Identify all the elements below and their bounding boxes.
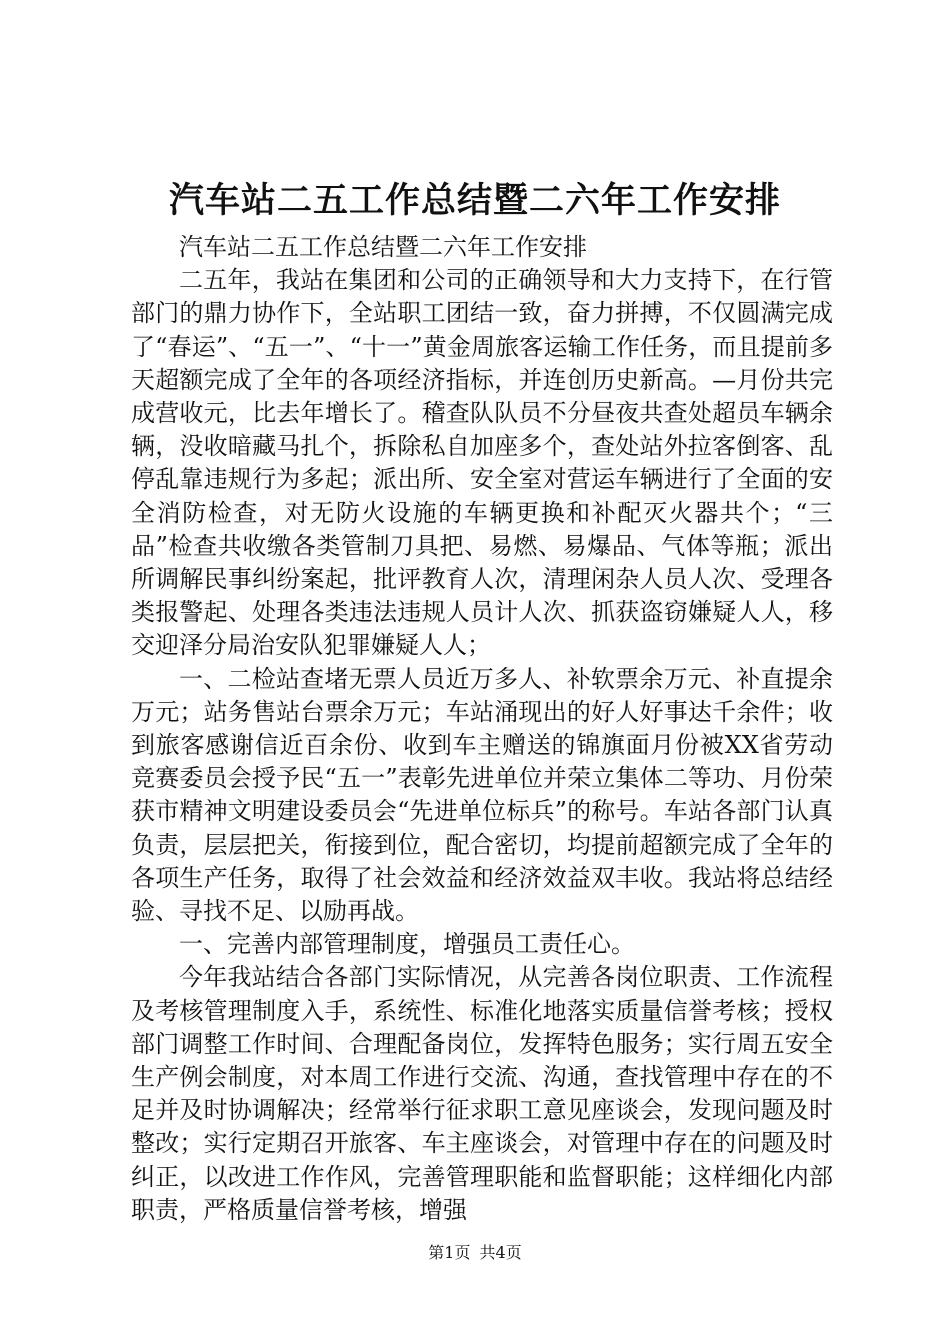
section-heading: 一、完善内部管理制度，增强员工责任心。 bbox=[179, 930, 635, 959]
paragraph: 二五年，我站在集团和公司的正确领导和大力支持下，在行管部门的鼎力协作下，全站职工团结一致，奋力拼搏，不仅圆满完成了“春运”、“五一”、“十一”黄金周旅客运输工作任务，而且提前多天超额完成了全年的各项经济指标，并连创历史新高。—月份共完成营收元，比去年增长了。稽查队队员不分昼夜共查处超员车辆余辆，没收暗藏马扎个，拆除私自加座多个，查处站外拉客倒客、乱停乱靠违规行为多起；派出所、安全室对营运车辆进行了全面的安全消防检查，对无防火设施的车辆更换和补配灭火器共个；“三品”检查共收缴各类管制刀具把、易燃、易爆品、气体等瓶；派出所调解民事纠纷案起，批评教育人次，清理闲杂人员人次、受理各类报警起、处理各类违法违规人员计人次、抓获盗窃嫌疑人人，移交迎泽分局治安队犯罪嫌疑人人； bbox=[131, 266, 833, 660]
paragraph: 一、二检站查堵无票人员近万多人、补软票余万元、补直提余万元；站务售站台票余万元；车站涌现出的好人好事达千余件；收到旅客感谢信近百余份、收到车主赠送的锦旗面月份被XX省劳动竞赛委员会授予民“五一”表彰先进单位并荣立集体二等功、月份荣获市精神文明建设委员会“先进单位标兵”的称号。车站各部门认真负责，层层把关，衔接到位，配合密切，均提前超额完成了全年的各项生产任务，取得了社会效益和经济效益双丰收。我站将总结经验、寻找不足、以励再战。 bbox=[131, 664, 833, 926]
page-footer bbox=[0, 1245, 950, 1261]
paragraph-subtitle: 汽车站二五工作总结暨二六年工作安排 bbox=[179, 233, 587, 261]
paragraph: 今年我站结合各部门实际情况，从完善各岗位职责、工作流程及考核管理制度入手，系统性、标准化地落实质量信誉考核；授权部门调整工作时间、合理配备岗位，发挥特色服务；实行周五安全生产例会制度，对本周工作进行交流、沟通，查找管理中存在的不足并及时协调解决；经常举行征求职工意见座谈会，发现问题及时整改；实行定期召开旅客、车主座谈会，对管理中存在的问题及时纠正，以改进工作作风，完善管理职能和监督职能；这样细化内部职责，严格质量信誉考核，增强 bbox=[131, 963, 833, 1224]
page-total: 共4页 bbox=[479, 1243, 522, 1262]
page-number: 第1页 bbox=[428, 1243, 471, 1262]
document-body bbox=[131, 231, 833, 1227]
document-title: 汽车站二五工作总结暨二六年工作安排 bbox=[168, 180, 781, 221]
